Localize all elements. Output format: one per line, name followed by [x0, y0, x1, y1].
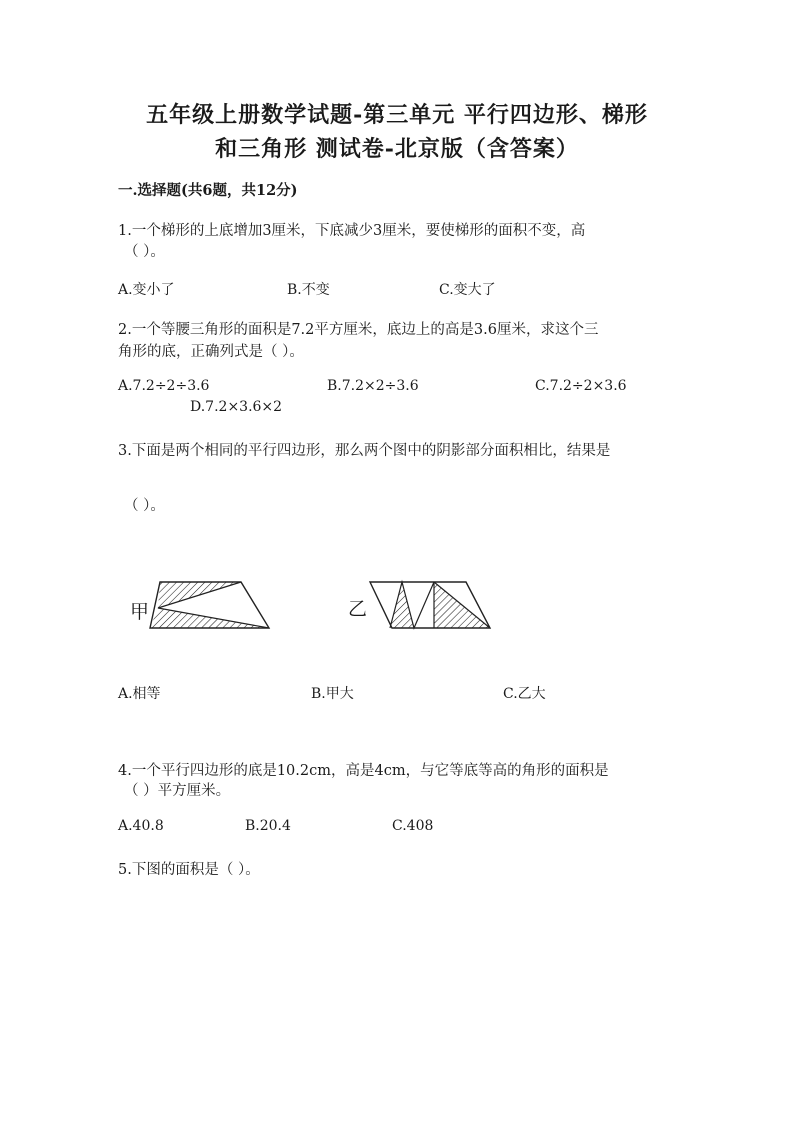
figure-yi-shaded-left: [390, 582, 414, 628]
figure-jia-label: 甲: [130, 601, 150, 623]
section-heading: 一.选择题(共6题，共12分): [118, 182, 298, 199]
question-1-option-c[interactable]: C.变大了: [439, 282, 496, 298]
question-4-option-a[interactable]: A.40.8: [118, 818, 164, 834]
question-5-text-line-1: 5.下图的面积是（ ）。: [118, 862, 260, 878]
question-2-option-c[interactable]: C.7.2÷2×3.6: [535, 378, 627, 394]
question-3-option-a[interactable]: A.相等: [118, 686, 161, 702]
question-3-option-c[interactable]: C.乙大: [503, 686, 546, 702]
question-1-option-b[interactable]: B.不变: [287, 282, 330, 298]
question-3-text-line-2: （ ）。: [124, 498, 165, 514]
question-3-text-line-1: 3.下面是两个相同的平行四边形，那么两个图中的阴影部分面积相比，结果是: [118, 443, 611, 459]
page-title-line-1: 五年级上册数学试题-第三单元 平行四边形、梯形: [146, 102, 648, 128]
question-2-option-a[interactable]: A.7.2÷2÷3.6: [118, 378, 210, 394]
question-2-text-line-1: 2.一个等腰三角形的面积是7.2平方厘米，底边上的高是3.6厘米，求这个三: [118, 322, 599, 338]
question-2-text-line-2: 角形的底，正确列式是（ ）。: [118, 344, 304, 360]
figure-yi-label: 乙: [348, 598, 368, 620]
figure-jia-parallelogram: [145, 578, 275, 634]
question-4-text-line-2: （ ）平方厘米。: [124, 783, 231, 799]
figure-yi-parallelogram: [366, 578, 494, 634]
question-4-option-c[interactable]: C.408: [392, 818, 434, 834]
question-1-text-line-1: 1.一个梯形的上底增加3厘米，下底减少3厘米，要使梯形的面积不变，高: [118, 223, 586, 239]
question-4-option-b[interactable]: B.20.4: [245, 818, 291, 834]
question-2-option-b[interactable]: B.7.2×2÷3.6: [327, 378, 419, 394]
question-1-text-line-2: （ ）。: [124, 244, 165, 260]
question-4-text-line-1: 4.一个平行四边形的底是10.2cm，高是4cm，与它等底等高的角形的面积是: [118, 763, 609, 779]
question-3-option-b[interactable]: B.甲大: [311, 686, 354, 702]
page-title-line-2: 和三角形 测试卷-北京版（含答案）: [215, 136, 579, 162]
question-2-option-d[interactable]: D.7.2×3.6×2: [190, 399, 283, 415]
question-1-option-a[interactable]: A.变小了: [118, 282, 175, 298]
